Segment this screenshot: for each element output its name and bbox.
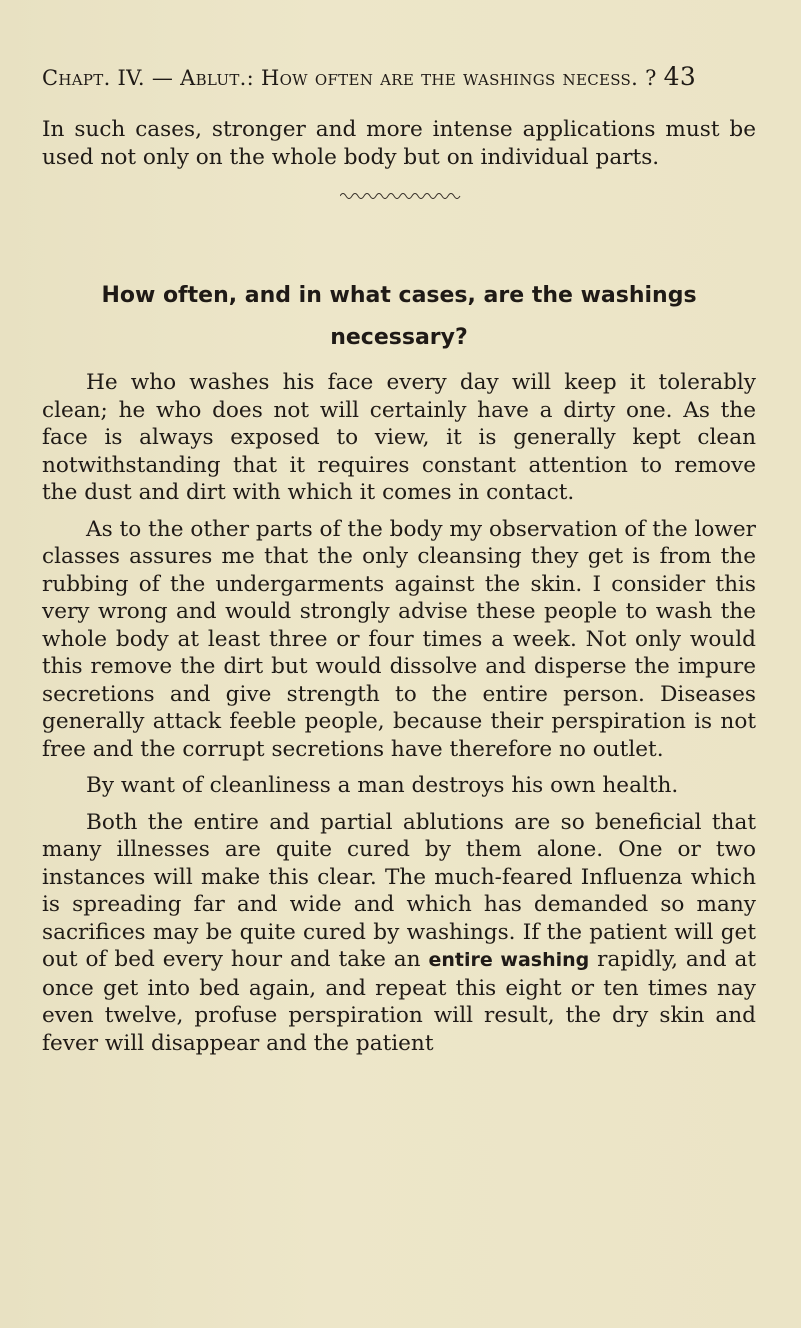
paragraph-ablutions	[42, 809, 756, 1058]
running-head	[42, 62, 772, 91]
chapter-label: Chapt. IV. — Ablut.:	[42, 66, 261, 90]
intro-paragraph: In such cases, stronger and more intense applications must be used not only on the whole body but on individual parts.	[42, 117, 756, 170]
ablutions-text-after: rapidly, and at once get into bed again, and repeat this eight or ten times nay even twelve, profuse perspiration will result, the dry skin and fever will disappear and the patient	[42, 947, 756, 1056]
running-title: How often are the washings necess. ?	[260, 66, 657, 90]
intro-paragraph-block	[42, 116, 756, 171]
paragraph-face-washing: He who washes his face every day will keep it tolerably clean; he who does not will certainly have a dirty one. As the face is always exposed to view, it is generally kept clean notwithstanding that it requires constant attention to remove the dust and dirt with which it comes in contact.	[42, 370, 756, 505]
section-heading-line-1: How often, and in what cases, are the washings	[101, 283, 697, 308]
paragraph-lower-classes: As to the other parts of the body my observation of the lower classes assures me that the only cleansing they get is from the rubbing of the undergarments against the skin. I consider this very wrong and would strongly advise these people to wash the whole body at least three or four times a week. Not only would this remove the dirt but would dissolve and disperse the impure secretions and give strength to the entire person. Diseases generally attack feeble people, because their perspiration is not free and the corrupt secretions have therefore no outlet.	[42, 516, 756, 762]
wavy-ornament-icon	[340, 191, 464, 201]
page-number: 43	[663, 62, 697, 91]
paragraph-cleanliness: By want of cleanliness a man destroys his own health.	[86, 773, 679, 798]
ablutions-text-before: Both the entire and partial ablutions are so beneficial that many illnesses are quite cured by them alone. One or two instances will make this clear. The much-feared Influenza which is spreading far and wide and which has demanded so many sacrifices may be quite cured by washings. If the patient will get out of bed every hour and take an	[42, 809, 756, 972]
main-text	[42, 369, 756, 1057]
entire-washing-emphasis: entire washing	[428, 949, 590, 971]
section-heading	[42, 275, 756, 359]
section-heading-line-2: necessary?	[330, 325, 468, 350]
